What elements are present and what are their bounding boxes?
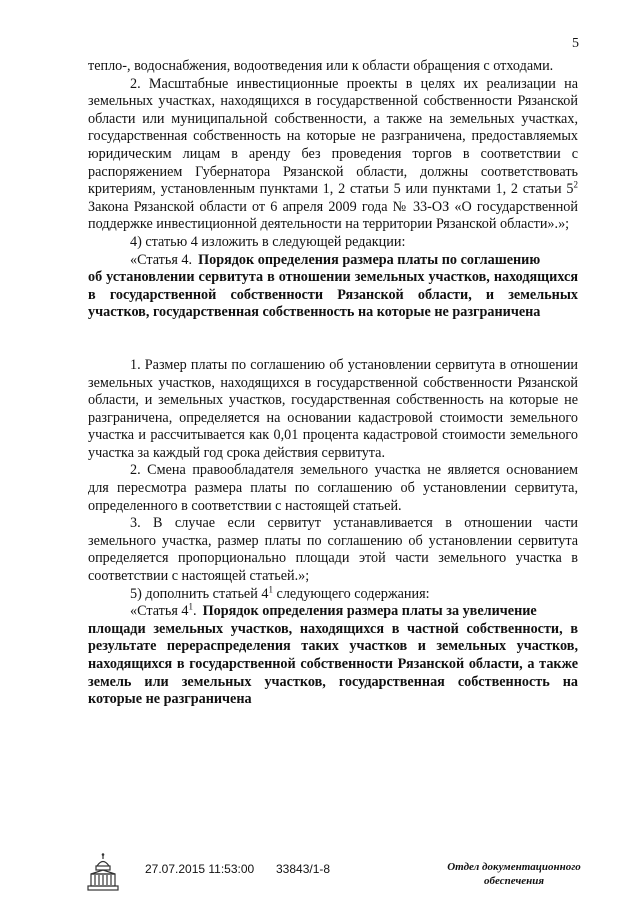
article-title-first-line: Порядок определения размера платы по соглашению — [198, 251, 541, 268]
paragraph: 4) статью 4 изложить в следующей редакции: — [130, 233, 406, 250]
article-title-rest: площади земельных участков, находящихся в частной собственности, в результате перераспределения таких участков и земельных участков, находящихся в государственной собственности Рязанской области, а также земель или земельных участков, государственная собственность на которые не разграничена — [88, 620, 578, 708]
footer-doc-number: 33843/1-8 — [276, 862, 331, 876]
paragraph: тепло-, водоснабжения, водоотведения или к области обращения с отходами. — [88, 58, 554, 74]
paragraph — [88, 76, 578, 234]
page-number: 5 — [572, 36, 579, 51]
paragraph: 2. Смена правообладателя земельного участка не является основанием для пересмотра размера платы по соглашению об установлении сервитута, определенного в соответствии с настоящей статьей. — [88, 462, 578, 514]
paragraph: 1. Размер платы по соглашению об установлении сервитута в отношении земельных участков, находящихся в государственной собственности Рязанской области, и земельных участков, государственная собственность на которые не разграничена, определяется на основании кадастровой стоимости земельного участка и рассчитывается как 0,01 процента кадастровой стоимости земельного участка за каждый год срока действия сервитута. — [88, 356, 578, 461]
article-4-1-heading — [88, 603, 578, 621]
duma-building-emblem-icon — [86, 852, 120, 896]
article-lead: «Статья 4. — [130, 251, 193, 268]
paragraph: 3. В случае если сервитут устанавливается в отношении части земельного участка, размер платы по соглашению об установлении сервитута определяется пропорционально площади этой части земельного участка в соответствии с настоящей статьей.»; — [88, 515, 578, 585]
department-line: обеспечения — [483, 875, 544, 887]
paragraph-text: 5) дополнить статьей 4 — [130, 585, 269, 602]
article-title-rest: об установлении сервитута в отношении земельных участков, находящихся в государственной собственности Рязанской области, и земельных участков, государственная собственность на которые не разграничена — [88, 269, 578, 321]
superscript: 2 — [573, 179, 578, 190]
department-line: Отдел документационного — [447, 861, 581, 873]
paragraph-text: Закона Рязанской области от 6 апреля 2009 года № 33-ОЗ «О государственной поддержке инвестиционной деятельности на территории Рязанской области».»; — [88, 198, 578, 233]
paragraph-text: 2. Масштабные инвестиционные проекты в целях их реализации на земельных участках, находящихся в государственной собственности Рязанской области или муниципальной собственности, а также на земельных участках, государственная собственность на которые не разграничена, предоставляемых юридическим лицам в аренду без проведения торгов в соответствии с распоряжением Губернатора Рязанской области, должны соответствовать критериям, установленным пунктами 1, 2 статьи 5 или пунктами 1, 2 статьи 5 — [88, 75, 578, 198]
superscript: 1 — [188, 601, 194, 612]
footer-department — [438, 860, 590, 888]
superscript: 1 — [268, 583, 273, 594]
article-lead-text: «Статья 4 — [130, 603, 189, 620]
document-body — [88, 58, 578, 709]
article-4-heading — [88, 252, 578, 270]
footer-datetime: 27.07.2015 11:53:00 — [145, 862, 255, 876]
page-footer — [0, 852, 640, 902]
article-lead — [88, 603, 197, 621]
article-title-first-line: Порядок определения размера платы за увеличение — [202, 603, 537, 620]
paragraph — [88, 583, 578, 604]
article-lead-dot: . — [193, 603, 197, 620]
paragraph-text: следующего содержания: — [272, 585, 430, 602]
